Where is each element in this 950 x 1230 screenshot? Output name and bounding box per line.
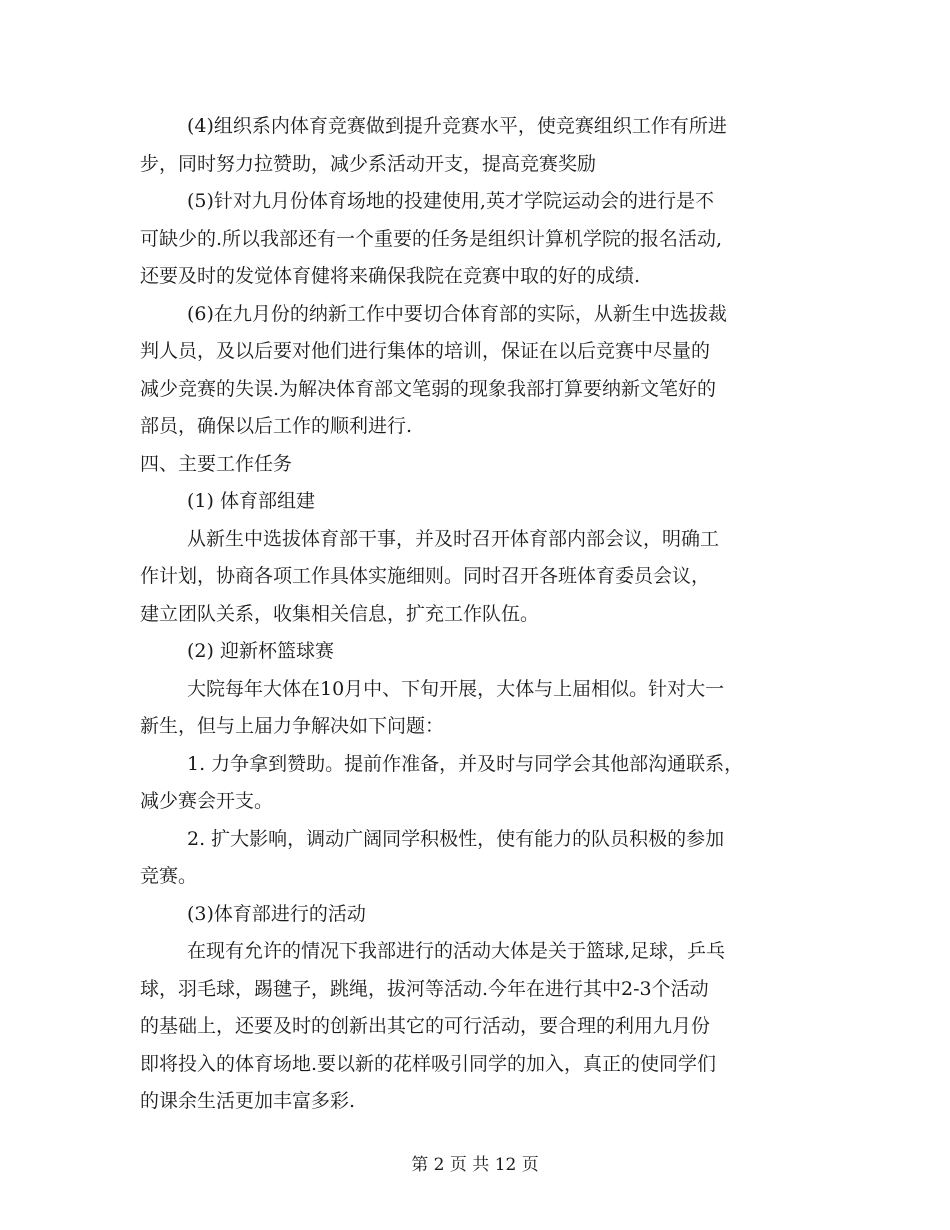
- text-line: 可缺少的.所以我部还有一个重要的任务是组织计算机学院的报名活动,: [140, 227, 723, 250]
- text-line: (5)针对九月份体育场地的投建使用,英才学院运动会的进行是不: [187, 190, 714, 212]
- subsection-heading: (2) 迎新杯篮球赛: [187, 640, 334, 662]
- section-heading: 四、主要工作任务: [140, 452, 293, 475]
- text-line: 的课余生活更加丰富多彩.: [140, 1090, 356, 1112]
- text-line: 在现有允许的情况下我部进行的活动大体是关于篮球,足球，乒乓: [187, 940, 726, 962]
- text-line: 部员，确保以后工作的顺利进行.: [140, 415, 413, 437]
- text-line: (4)组织系内体育竞赛做到提升竞赛水平，使竞赛组织工作有所进: [187, 115, 727, 137]
- text-line: (6)在九月份的纳新工作中要切合体育部的实际，从新生中选拔裁: [187, 302, 727, 325]
- text-line: 作计划，协商各项工作具体实施细则。同时召开各班体育委员会议，: [140, 565, 711, 587]
- text-line: 球，羽毛球，踢毽子，跳绳，拔河等活动.今年在进行其中2-3个活动: [140, 977, 709, 1000]
- text-line: 还要及时的发觉体育健将来确保我院在竞赛中取的好的成绩.: [140, 265, 641, 287]
- text-line: 减少竞赛的失误.为解决体育部文笔弱的现象我部打算要纳新文笔好的: [140, 377, 717, 400]
- subsection-heading: (3)体育部进行的活动: [187, 902, 366, 925]
- text-line: 步，同时努力拉赞助，减少系活动开支，提高竞赛奖励: [140, 152, 597, 175]
- text-line: 新生，但与上届力争解决如下问题：: [140, 715, 445, 737]
- document-body: [140, 108, 820, 1121]
- text-line: 减少赛会开支。: [140, 790, 274, 812]
- text-line: 即将投入的体育场地.要以新的花样吸引同学的加入，真正的使同学们: [140, 1052, 717, 1075]
- list-item: 1. 力争拿到赞助。提前作准备，并及时与同学会其他部沟通联系，: [187, 752, 744, 775]
- text-line: 建立团队关系，收集相关信息，扩充工作队伍。: [140, 602, 540, 625]
- text-line: 大院每年大体在10月中、下旬开展，大体与上届相似。针对大一: [187, 677, 725, 700]
- page-number-footer: 第 2 页 共 12 页: [411, 1155, 539, 1175]
- text-line: 竞赛。: [140, 865, 198, 887]
- subsection-heading: (1) 体育部组建: [187, 490, 315, 512]
- text-line: 判人员，及以后要对他们进行集体的培训，保证在以后竞赛中尽量的: [140, 340, 711, 362]
- list-item: 2. 扩大影响，调动广阔同学积极性，使有能力的队员积极的参加: [187, 827, 725, 850]
- text-line: 从新生中选拔体育部干事，并及时召开体育部内部会议，明确工: [187, 527, 720, 550]
- text-line: 的基础上，还要及时的创新出其它的可行活动，要合理的利用九月份: [140, 1015, 711, 1037]
